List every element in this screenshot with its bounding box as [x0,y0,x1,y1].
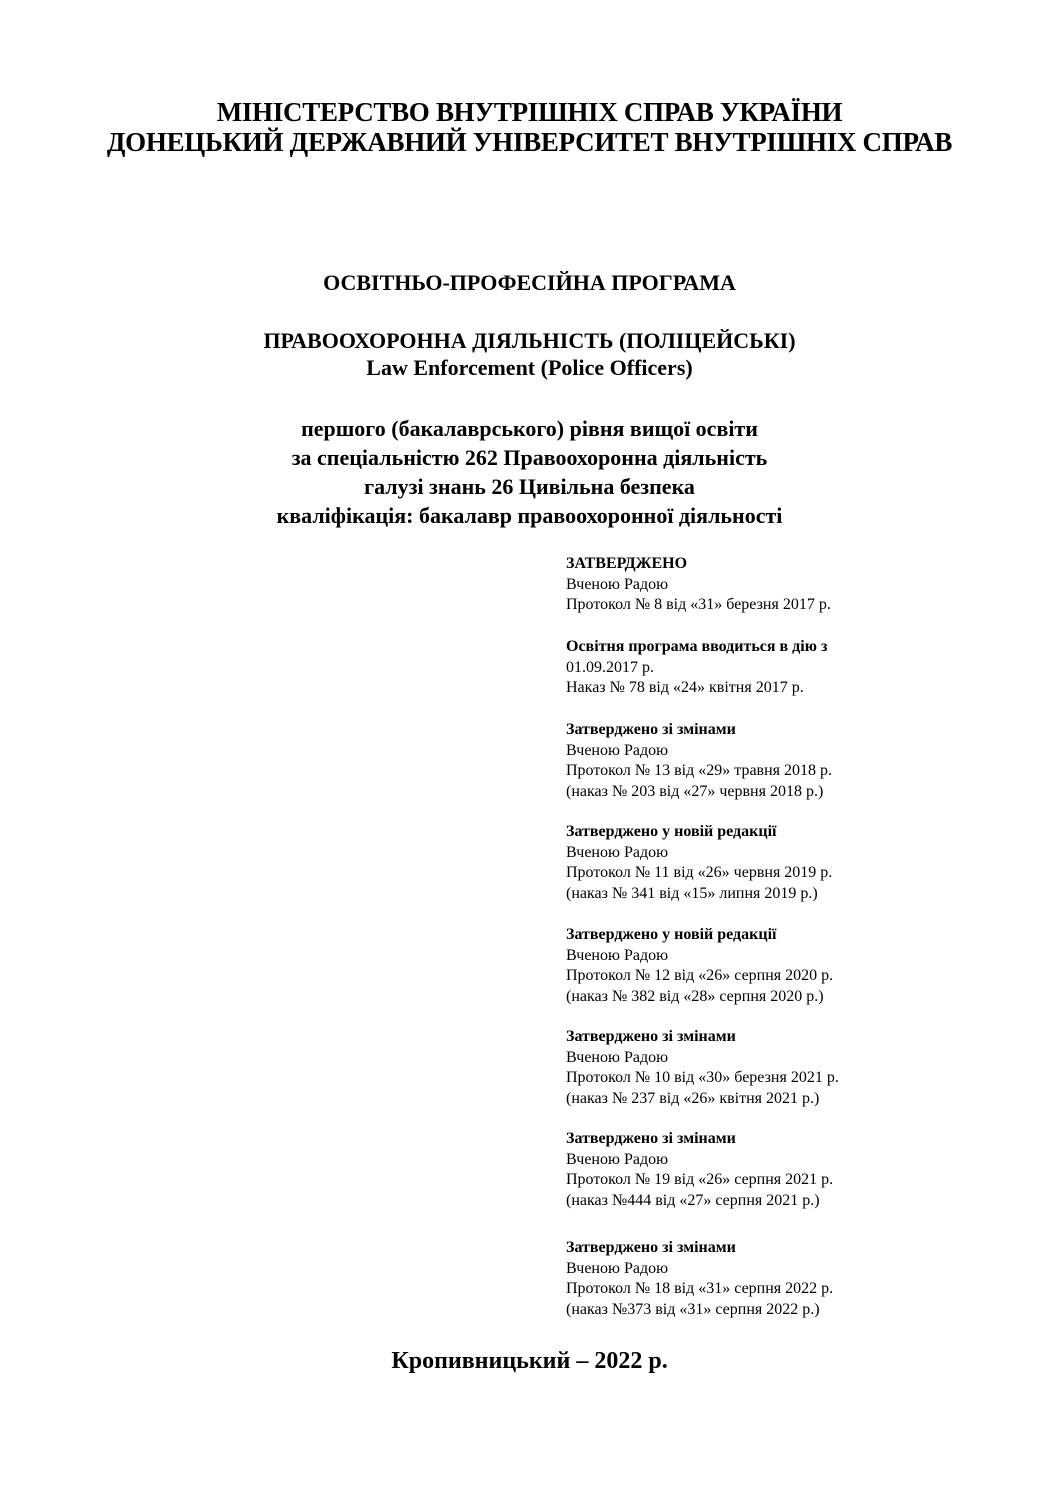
approval-block [566,822,946,904]
approval-block [566,1238,946,1320]
approval-line: Протокол № 8 від «31» березня 2017 р. [566,596,831,613]
approval-line: (наказ №444 від «27» серпня 2021 р.) [566,1191,820,1209]
approval-line: Вченою Радою [566,741,669,759]
approval-line: Протокол № 12 від «26» серпня 2020 р. [566,967,834,984]
approval-line: Вченою Радою [566,843,669,861]
approval-line: (наказ № 341 від «15» липня 2019 р.) [566,884,818,902]
approval-block [566,637,946,699]
approval-line: Протокол № 11 від «26» червня 2019 р. [566,864,833,881]
approval-block [566,1129,946,1211]
approval-line: (наказ № 203 від «27» червня 2018 р.) [566,782,824,800]
program-name-uk: ПРАВООХОРОННА ДІЯЛЬНІСТЬ (ПОЛІЦЕЙСЬКІ) [263,328,796,353]
specialty: за спеціальністю 262 Правоохоронна діяльність [291,445,768,470]
program-name-en: Law Enforcement (Police Officers) [366,355,693,380]
approval-block [566,1027,946,1109]
qualification: кваліфікація: бакалавр правоохоронної діяльності [276,503,783,528]
education-level: першого (бакалаврського) рівня вищої освіти [301,416,758,441]
approval-title: Затверджено зі змінами [566,1239,736,1256]
approval-title: Затверджено зі змінами [566,1130,736,1147]
approval-line: Протокол № 19 від «26» серпня 2021 р. [566,1171,834,1188]
approval-line: (наказ № 382 від «28» серпня 2020 р.) [566,987,824,1005]
approval-block [566,925,946,1007]
approval-line: (наказ №373 від «31» серпня 2022 р.) [566,1300,820,1318]
approval-title: Освітня програма вводиться в дію з [566,638,828,655]
approval-line: Вченою Радою [566,1150,669,1168]
approval-block [566,720,946,802]
approval-title: Затверджено зі змінами [566,1028,736,1045]
ministry-title: МІНІСТЕРСТВО ВНУТРІШНІХ СПРАВ УКРАЇНИ [216,97,843,127]
approval-line: Вченою Радою [566,1048,669,1066]
approval-line: Протокол № 18 від «31» серпня 2022 р. [566,1280,834,1297]
field-of-knowledge: галузі знань 26 Цивільна безпека [364,474,695,499]
university-title: ДОНЕЦЬКИЙ ДЕРЖАВНИЙ УНІВЕРСИТЕТ ВНУТРІШНІХ СПРАВ [106,127,953,157]
approval-line: (наказ № 237 від «26» квітня 2021 р.) [566,1089,820,1107]
approval-line: Вченою Радою [566,946,669,964]
approval-title: Затверджено у новій редакції [566,926,777,943]
approval-block [566,554,946,616]
approval-line: Протокол № 13 від «29» травня 2018 р. [566,762,833,779]
approval-line: Наказ № 78 від «24» квітня 2017 р. [566,679,804,696]
approval-line: Вченою Радою [566,1259,669,1277]
approval-line: Протокол № 10 від «30» березня 2021 р. [566,1069,839,1086]
program-type: ОСВІТНЬО-ПРОФЕСІЙНА ПРОГРАМА [323,270,736,295]
city-year: Кропивницький – 2022 р. [391,1348,668,1374]
approval-title: Затверджено зі змінами [566,721,736,738]
approval-line: 01.09.2017 р. [566,658,654,676]
approval-line: Вченою Радою [566,575,669,593]
approval-title: ЗАТВЕРДЖЕНО [566,555,688,572]
approval-title: Затверджено у новій редакції [566,823,777,840]
